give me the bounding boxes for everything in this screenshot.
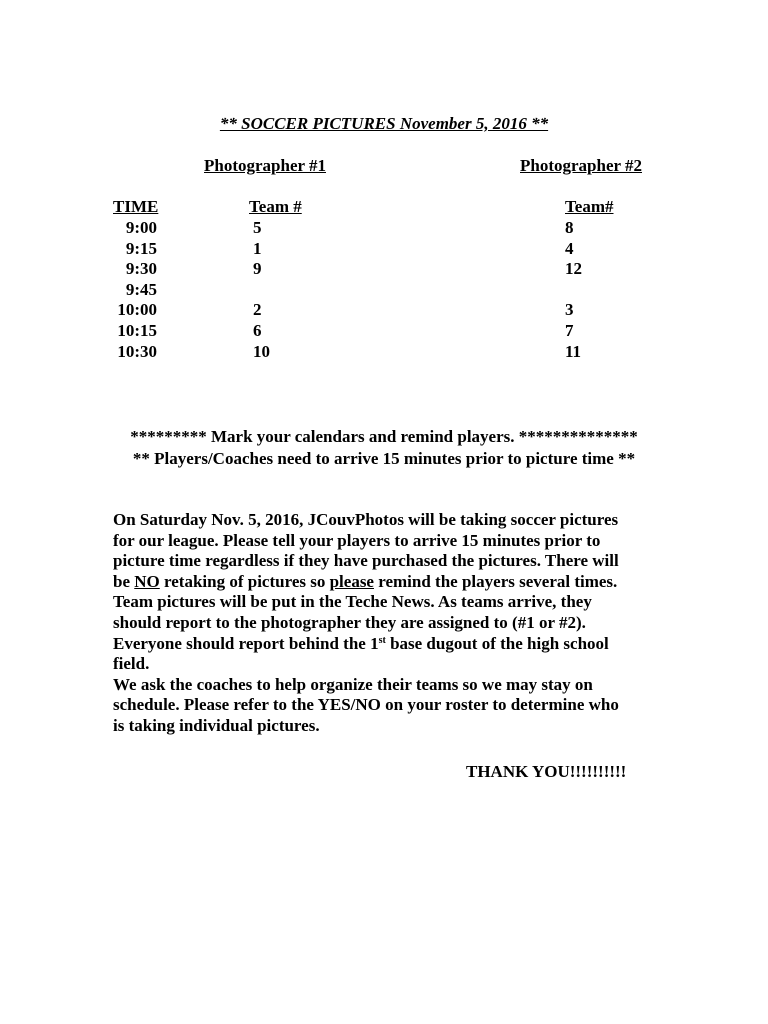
team-cell: 4 bbox=[565, 238, 574, 258]
team-cell: 1 bbox=[253, 238, 262, 258]
photographer-2-heading: Photographer #2 bbox=[520, 156, 642, 175]
text-span: Everyone should report behind the 1 bbox=[113, 633, 379, 653]
page-title: ** SOCCER PICTURES November 5, 2016 ** bbox=[219, 114, 549, 133]
time-cell: 10:15 bbox=[117, 320, 157, 340]
team-cell: 11 bbox=[565, 341, 582, 361]
team-cell: 3 bbox=[565, 300, 574, 320]
photographer-1-team-column bbox=[253, 218, 270, 362]
paragraph-line: We ask the coaches to help organize their teams so we may stay on bbox=[113, 674, 593, 694]
team-cell: 6 bbox=[253, 320, 262, 340]
time-column-header: TIME bbox=[113, 197, 159, 216]
time-cell: 9:00 bbox=[125, 218, 157, 237]
paragraph-line: is taking individual pictures. bbox=[113, 715, 320, 735]
time-cell: 10:30 bbox=[117, 341, 157, 361]
team-cell: 5 bbox=[253, 218, 262, 237]
text-span: retaking of pictures so bbox=[159, 571, 330, 591]
time-column bbox=[113, 218, 157, 362]
team-cell: 2 bbox=[253, 300, 262, 320]
team-1-column-header: Team # bbox=[249, 197, 302, 216]
team-cell bbox=[565, 280, 582, 301]
team-cell: 10 bbox=[253, 341, 270, 361]
team-cell: 9 bbox=[253, 259, 262, 279]
team-2-column-header: Team# bbox=[565, 197, 614, 216]
paragraph-line: Team pictures will be put in the Teche News. As teams arrive, they bbox=[113, 592, 592, 612]
paragraph-line: schedule. Please refer to the YES/NO on your roster to determine who bbox=[113, 695, 619, 715]
no-emphasis: NO bbox=[134, 571, 160, 591]
paragraph-line: On Saturday Nov. 5, 2016, JCouvPhotos will be taking soccer pictures bbox=[113, 510, 619, 529]
time-cell: 10:00 bbox=[117, 300, 157, 320]
thank-you: THANK YOU!!!!!!!!!! bbox=[466, 762, 627, 781]
paragraph-line bbox=[113, 572, 653, 593]
paragraph-line bbox=[113, 634, 653, 655]
team-cell: 7 bbox=[565, 320, 574, 340]
time-cell: 9:45 bbox=[125, 279, 157, 299]
arrival-notice: ** Players/Coaches need to arrive 15 minutes prior to picture time ** bbox=[132, 449, 636, 468]
ordinal-superscript: st bbox=[378, 634, 386, 646]
time-cell: 9:15 bbox=[125, 238, 157, 258]
team-cell: 8 bbox=[565, 218, 574, 237]
photographer-1-heading: Photographer #1 bbox=[204, 156, 326, 175]
photographer-2-team-column bbox=[565, 218, 582, 362]
text-span: be bbox=[113, 571, 135, 591]
paragraph-line: for our league. Please tell your players to arrive 15 minutes prior to bbox=[113, 530, 601, 550]
team-cell bbox=[253, 280, 270, 301]
text-span: remind the players several times. bbox=[373, 571, 618, 591]
paragraph-line: field. bbox=[113, 654, 150, 674]
team-cell: 12 bbox=[565, 259, 582, 279]
text-span: base dugout of the high school bbox=[385, 633, 609, 653]
instructions-paragraph bbox=[113, 510, 653, 737]
please-emphasis: please bbox=[329, 571, 374, 591]
calendar-notice: ********* Mark your calendars and remind players. ************** bbox=[130, 427, 638, 446]
paragraph-line: should report to the photographer they are assigned to (#1 or #2). bbox=[113, 612, 586, 632]
time-cell: 9:30 bbox=[125, 259, 157, 279]
paragraph-line: picture time regardless if they have purchased the pictures. There will bbox=[113, 551, 619, 571]
